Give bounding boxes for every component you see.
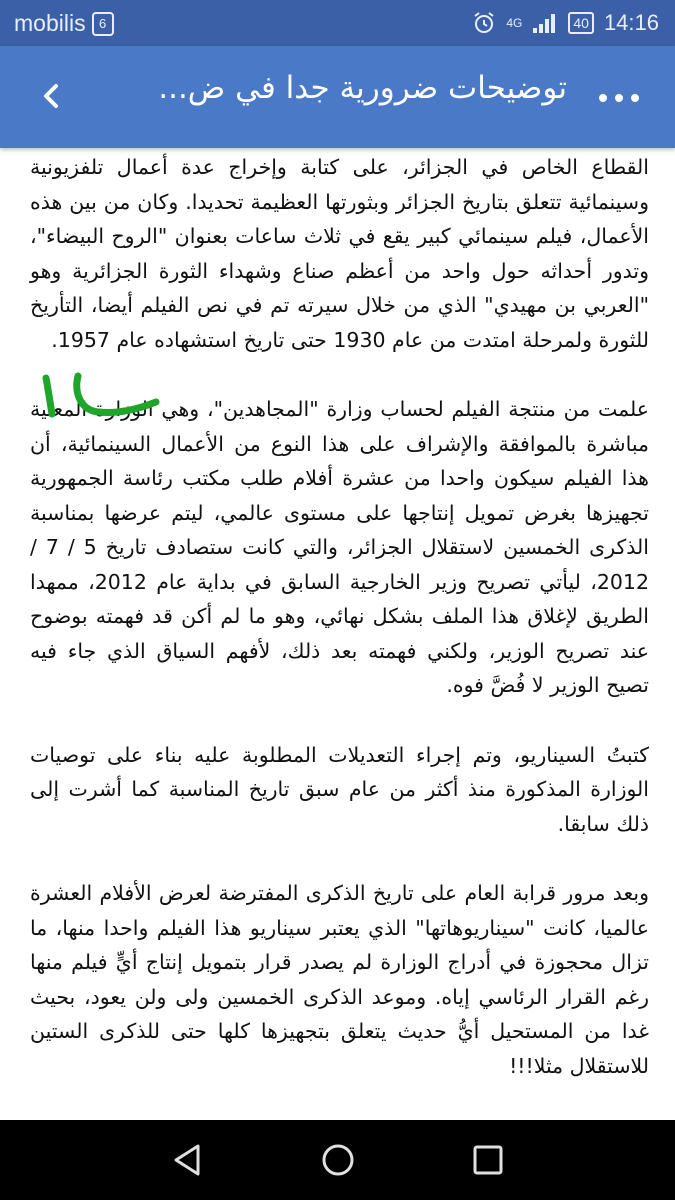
battery-icon: 40 (568, 12, 594, 34)
paragraph-1: القطاع الخاص في الجزائر، على كتابة وإخراج عدة أعمال تلفزيونية وسينمائية تتعلق بتاريخ الجزائر وبثورتها العظيمة تحديدا. وكان من بين هذه الأعمال، فيلم سينمائي كبير يقع في ثلاث ساعات بعنوان "الروح البيضاء"، وتدور أحداثه حول واحد من أعظم صناع وشهداء الثورة الجزائرية وهو "العربي بن مهيدي" الذي من خلال سيرته تم في نص الفيلم أيضا، التأريخ للثورة ولمرحلة امتدت من عام 1930 حتى تاريخ استشهاده عام 1957. (30, 155, 649, 352)
paragraph-3: كتبتُ السيناريو، وتم إجراء التعديلات المطلوبة عليه بناء على توصيات الوزارة المذكورة منذ أكثر من عام سبق تاريخ المناسبة كما أشرت إلى ذلك سابقا. (30, 742, 649, 836)
system-nav-bar (0, 1120, 675, 1200)
article-content[interactable] (0, 148, 675, 1120)
status-right (472, 10, 659, 36)
nav-back-icon[interactable] (168, 1140, 208, 1180)
article-body (0, 150, 675, 1083)
status-left (14, 10, 114, 37)
nav-home-icon[interactable] (318, 1140, 358, 1180)
nav-recents-icon[interactable] (468, 1140, 508, 1180)
handwritten-annotation-icon (40, 366, 162, 426)
paragraph-2: علمت من منتجة الفيلم لحساب وزارة "المجاهدين"، وهي الوزارة المعنية مباشرة بالموافقة والإشراف على هذا النوع من الأعمال السينمائية، أن هذا الفيلم سيكون واحدا من عشرة أفلام طلب مكتب رئاسة الجمهورية تجهيزها بغرض تمويل إنتاجها على مستوى عالمي، ليتم عرضها بمناسبة الذكرى الخمسين لاستقلال الجزائر، والتي كانت ستصادف تاريخ 5 / 7 / 2012، ليأتي تصريح وزير الخارجية السابق في بداية عام 2012، ممهدا الطريق لإغلاق هذا الملف بشكل نهائي، وهو ما لم أكن قد فهمته بوضوح عند تصريح الوزير، ولكني فهمته بعد ذلك، لأفهم السياق الذي جاء فيه تصيح الوزير لا فُضَّ فوه. (30, 397, 649, 697)
status-bar (0, 0, 675, 46)
network-type: 4G (506, 16, 523, 30)
paragraph-4: وبعد مرور قرابة العام على تاريخ الذكرى المفترضة لعرض الأفلام العشرة عالميا، كانت "سيناريوهاتها" الذي يعتبر سيناريو هذا الفيلم واحدا منها، ما تزال محجوزة في أدراج الوزارة لم يصدر قرار بتمويل إنتاج أيٍّ فيلم منها رغم القرار الرئاسي إياه. وموعد الذكرى الخمسين ولى ولن يعود، بحيث غدا من المستحيل أيُّ حديث يتعلق بتجهيزها كلها حتى للذكرى الستين للاستقلال مثلا!!! (30, 881, 649, 1078)
more-options-icon[interactable] (591, 78, 651, 118)
page-title: توضيحات ضرورية جدا في ض... (158, 70, 567, 106)
carrier-name: mobilis (14, 10, 86, 36)
alarm-icon (472, 11, 496, 35)
carrier-badge-icon: 6 (92, 12, 114, 36)
back-chevron-icon[interactable] (24, 66, 80, 126)
app-bar (0, 46, 675, 148)
signal-icon (532, 12, 558, 34)
clock: 14:16 (603, 10, 659, 35)
